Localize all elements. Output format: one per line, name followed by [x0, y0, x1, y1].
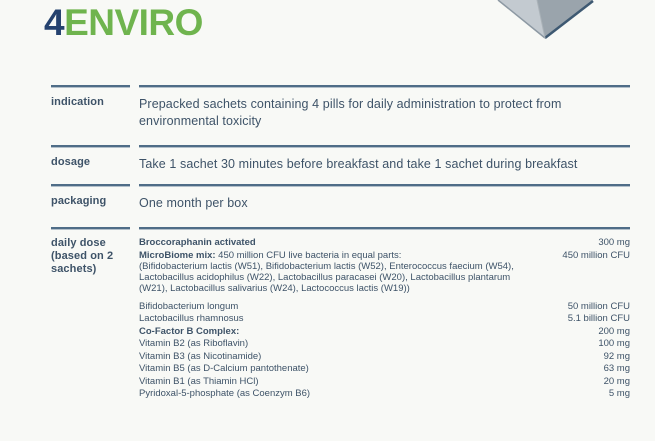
brand-number: 4: [44, 2, 65, 43]
row-label-dosage: dosage: [51, 156, 91, 168]
ingredient-row: [139, 313, 630, 325]
ingredient-row: [139, 326, 630, 338]
ingredient-amount: 50 million CFU: [567, 300, 630, 312]
row-label-daily-dose: daily dose (based on 2 sachets): [51, 237, 114, 275]
ingredient-row: [139, 237, 630, 249]
ingredient-amount: 63 mg: [603, 363, 630, 375]
ingredient-amount: 100 mg: [598, 338, 630, 350]
ingredient-row: [139, 376, 630, 388]
table-row-dosage: [51, 148, 630, 184]
ingredient-name: Vitamin B2 (as Riboflavin): [139, 338, 249, 350]
row-label-indication: indication: [51, 96, 104, 108]
row-label-daily-dose-note: (based on 2 sachets): [51, 250, 114, 275]
pyramid-logo-icon: [492, 0, 597, 48]
page-title: [44, 1, 203, 45]
table-row-indication: [51, 88, 630, 145]
ingredient-amount: 5.1 billion CFU: [567, 313, 630, 325]
ingredient-name: Broccoraphanin activated: [139, 237, 256, 248]
ingredient-row: [139, 338, 630, 350]
ingredient-name: Vitamin B3 (as Nicotinamide): [139, 350, 262, 362]
ingredient-amount: 5 mg: [608, 388, 630, 400]
ingredient-name: Vitamin B5 (as D-Calcium pantothenate): [139, 363, 309, 375]
ingredient-name: Pyridoxal-5-phosphate (as Coenzym B6): [139, 388, 311, 400]
brand-name: ENVIRO: [64, 2, 203, 43]
ingredient-row: [139, 301, 630, 313]
ingredient-amount: 450 million CFU: [562, 249, 630, 261]
table-row-packaging: [51, 187, 630, 227]
ingredient-name: Lactobacillus rhamnosus: [139, 313, 244, 325]
ingredient-row: [139, 351, 630, 363]
ingredient-amount: 20 mg: [603, 375, 630, 387]
ingredient-row: [139, 250, 630, 300]
ingredient-list: [139, 237, 630, 401]
row-label-packaging: packaging: [51, 195, 107, 207]
row-content-packaging: One month per box: [139, 196, 248, 210]
ingredient-row: [139, 363, 630, 375]
ingredient-amount: 200 mg: [598, 325, 630, 337]
ingredient-name: Co-Factor B Complex:: [139, 325, 240, 337]
ingredient-row: [139, 388, 630, 400]
table-row-daily-dose: [51, 230, 630, 401]
ingredient-name: MicroBiome mix: 450 million CFU live bacteria in equal parts: (Bifidobacterium lactis (W51), Bifidobacterium lactis (W52), Enterococcus faecium (W54), Lactobacillus acidophilus (W22), Lactobacillus paracasei (W20), Lactobacillus plantarum (W21), Lactobacillus salivarius (W24), Lactococcus lactis (W19)): [139, 250, 562, 300]
ingredient-name: Vitamin B1 (as Thiamin HCl): [139, 375, 259, 387]
info-table: [51, 85, 630, 401]
microbiome-strain-detail: (Bifidobacterium lactis (W51), Bifidobacterium lactis (W52), Enterococcus faecium (W54), Lactobacillus acidophilus (W22), Lactobacillus paracasei (W20), Lactobacillus plantarum (W21), Lactobacillus salivarius (W24), Lactococcus lactis (W19)): [139, 261, 514, 295]
ingredient-name: Bifidobacterium longum: [139, 300, 239, 312]
ingredient-amount: 300 mg: [598, 237, 630, 248]
ingredient-amount: 92 mg: [603, 350, 630, 362]
row-content-indication: Prepacked sachets containing 4 pills for daily administration to protect from environmental toxicity: [139, 97, 562, 128]
row-content-dosage: Take 1 sachet 30 minutes before breakfast and take 1 sachet during breakfast: [139, 157, 578, 171]
